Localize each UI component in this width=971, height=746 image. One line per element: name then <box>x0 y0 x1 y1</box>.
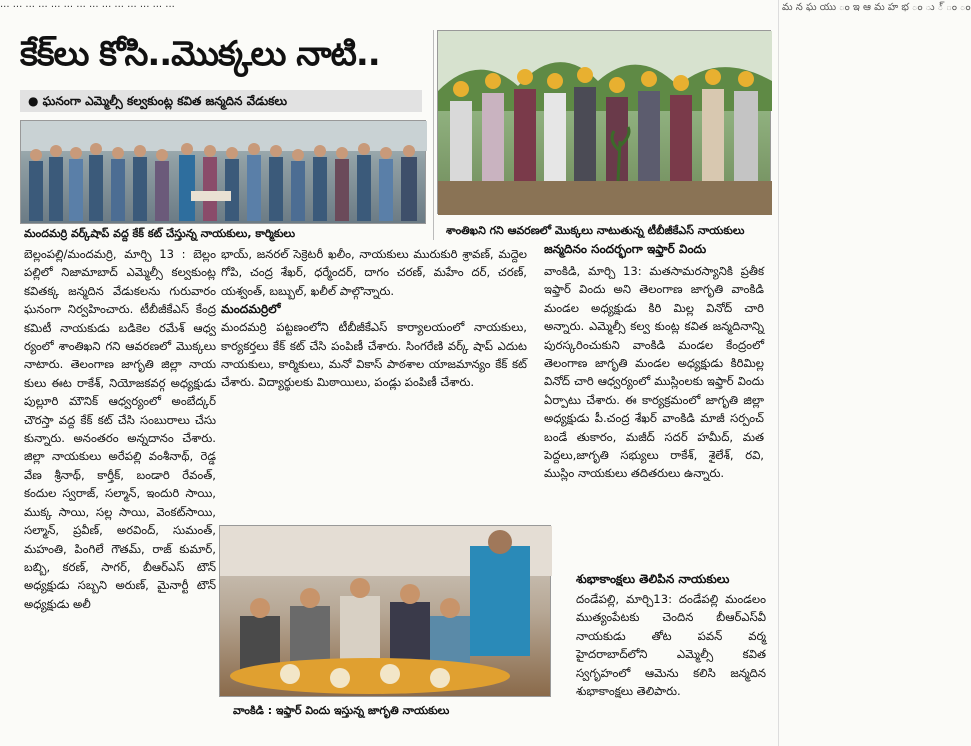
article-column-2 <box>221 245 527 525</box>
article-body-1: బెల్లంపల్లి/మందమర్రి, మార్చి 13 : బెల్లం పల్లిలో నిజామాబాద్ ఎమ్మెల్సీ కల్వకుంట్ల కవితక్క జన్మదిన వేడుకలను గురువారం ఘనంగా నిర్వహించారు. టీబీజీకేఎస్ కేంద్ర కమిటీ నాయకుడు బడికెల రమేశ్ ఆధ్వ ర్యంలో శాంతిఖని గని ఆవరణలో మొక్కలు నాటారు. తెలంగాణ జాగృతి జిల్లా నాయ కులు ఈట రాకేశ్, నియోజకవర్గ అధ్యక్షుడు పుల్లూరి మౌనిక్ ఆధ్వర్యంలో అంబేద్కర్ చౌరస్తా వద్ద కేక్ కట్ చేసి సంబురాలు చేసు కున్నారు. అనంతరం అన్నదానం చేశారు. జిల్లా నాయకులు అరేపల్లి వంశీనాథ్, రెడ్డ వేణ శ్రీనాథ్, కార్తీక్, బండారి రేవంత్, కందుల స్వరాజ్, సల్మాన్, ఇందురి సాయి, ముక్క సాయి, సల్ల సాయి, వెంకట్‌సాయి, సల్మాన్, ప్రవీణ్, అరవింద్, సుమంత్, మహంతి, పింగిలే గౌతమ్, రాజ్ కుమార్, బబ్బి, కరణ్, సాగర్, బీఆర్‌ఎస్ టౌన్ అధ్యక్షుడు సబ్బని అరుణ్, మైనార్టీ టౌన్ అధ్యక్షుడు అలీ <box>24 247 216 611</box>
article-body-2b: మందమర్రి పట్టణంలోని టీబీజీకేఎస్ కార్యాలయంలో నాయకులు, కార్యకర్తలు కేక్ కట్ చేసి పంపిణీ చేశారు. సింగరేణి వర్క్ షాప్ ఎదుట నాయకులు, కార్మికులు, మనో వికాస్ పాఠశాల యాజమాన్యం కేక్ కట్ చేశారు. విద్యార్థులకు మిఠాయిలు, పండ్లు పంపిణీ చేశారు. <box>221 320 527 390</box>
workshop-photo <box>20 120 426 224</box>
subheadline-bullet-icon: ● <box>28 94 43 108</box>
top-strip: ... ... ... ... ... ... ... ... ... ... ... ... ... ... <box>0 0 175 10</box>
subheadline-text: ఘనంగా ఎమ్మెల్సీ కల్వకుంట్ల కవిత జన్మదిన వేడుకలు <box>42 94 288 108</box>
article-column-1 <box>24 245 216 745</box>
article-body-2a: భాయ్, జనరల్ సెక్రెటరీ ఖలీం, నాయకులు మురుకురి శ్రావణ్, మద్దెల గోపి, చంద్ర శేఖర్, ధర్మేందర్, దాగం చరణ్, మహేం దర్, చరణ్, యశ్వంత్, బబ్బుల్, ఖలీల్ పాల్గొన్నారు. <box>221 247 527 298</box>
iftar-photo-illustration <box>220 526 552 698</box>
section-heading-greetings: శుభాకాంక్షలు తెలిపిన నాయకులు <box>576 572 730 586</box>
column-rule <box>433 30 434 240</box>
planting-photo <box>437 30 771 214</box>
planting-photo-caption: శాంతిఖని గని ఆవరణలో మొక్కలు నాటుతున్న టీబీజీకేఎస్ నాయకులు <box>446 224 745 237</box>
article-column-3a <box>544 262 764 562</box>
adjacent-article-edge: మ న ఘ యు ం ఇ ఆ మ హ భ ం ు ్ ం ం <box>778 0 800 746</box>
headline: కేక్‌లు కోసి..మొక్కలు నాటి.. <box>20 34 380 74</box>
iftar-photo <box>219 525 551 697</box>
section-heading-iftar: జన్మదినం సందర్భంగా ఇఫ్తార్ విందు <box>544 242 707 256</box>
article-body-3a: వాంకిడి, మార్చి 13: మతసామరస్యానికి ప్రతీక ఇఫ్తార్ విందు అని తెలంగాణ జాగృతి వాంకిడి మండల అధ్యక్షుడు కిరి మిల్ల వినోద్ చారి అన్నారు. ఎమ్మెల్సీ కల్వ కుంట్ల కవిత జన్మదినాన్ని పురస్కరించుకుని వాంకిడి మండల కేంద్రంలో తెలంగాణ జాగృతి మండల అధ్యక్షుడు కిరిమిల్ల వినోద్ చారి ఆధ్వర్యంలో ముస్లింలకు ఇఫ్తార్ విందు ఏర్పాటు చేశారు. ఈ కార్యక్రమంలో జాగృతి జిల్లా అధ్యక్షుడు పీ.చంద్ర శేఖర్ వాంకిడి మాజీ సర్పంచ్ బండే తుకారం, మజీద్ సదర్ హమీద్, మత పెద్దలు,జాగృతి సభ్యులు రాకేశ్, శైలేశ్, రవి, ముస్లిం నాయకులు తదితరులు ఉన్నారు. <box>544 264 764 481</box>
article-column-3b <box>576 590 766 720</box>
workshop-photo-illustration <box>21 121 427 225</box>
planting-photo-illustration <box>438 31 772 215</box>
workshop-photo-caption: మందమర్రి వర్క్‌షాప్ వద్ద కేక్ కట్ చేస్తున్న నాయకులు, కార్మికులు <box>24 227 296 240</box>
iftar-photo-caption: వాంకిడి : ఇఫ్తార్ విందు ఇస్తున్న జాగృతి నాయకులు <box>233 704 450 717</box>
section-heading-mandamarri: మందమర్రిలో <box>221 302 281 317</box>
article-body-3b: దండేపల్లి, మార్చి13: దండేపల్లి మండలం ముత్యంపేటకు చెందిన బీఆర్‌ఎస్‌వీ నాయకుడు తోట పవన్ వర్మ హైదరాబాద్‌లోని ఎమ్మెల్సీ కవిత స్వగృహంలో ఆమెను కలిసి జన్మదిన శుభాకాంక్షలు తెలిపారు. <box>576 592 766 699</box>
subheadline <box>20 90 422 112</box>
